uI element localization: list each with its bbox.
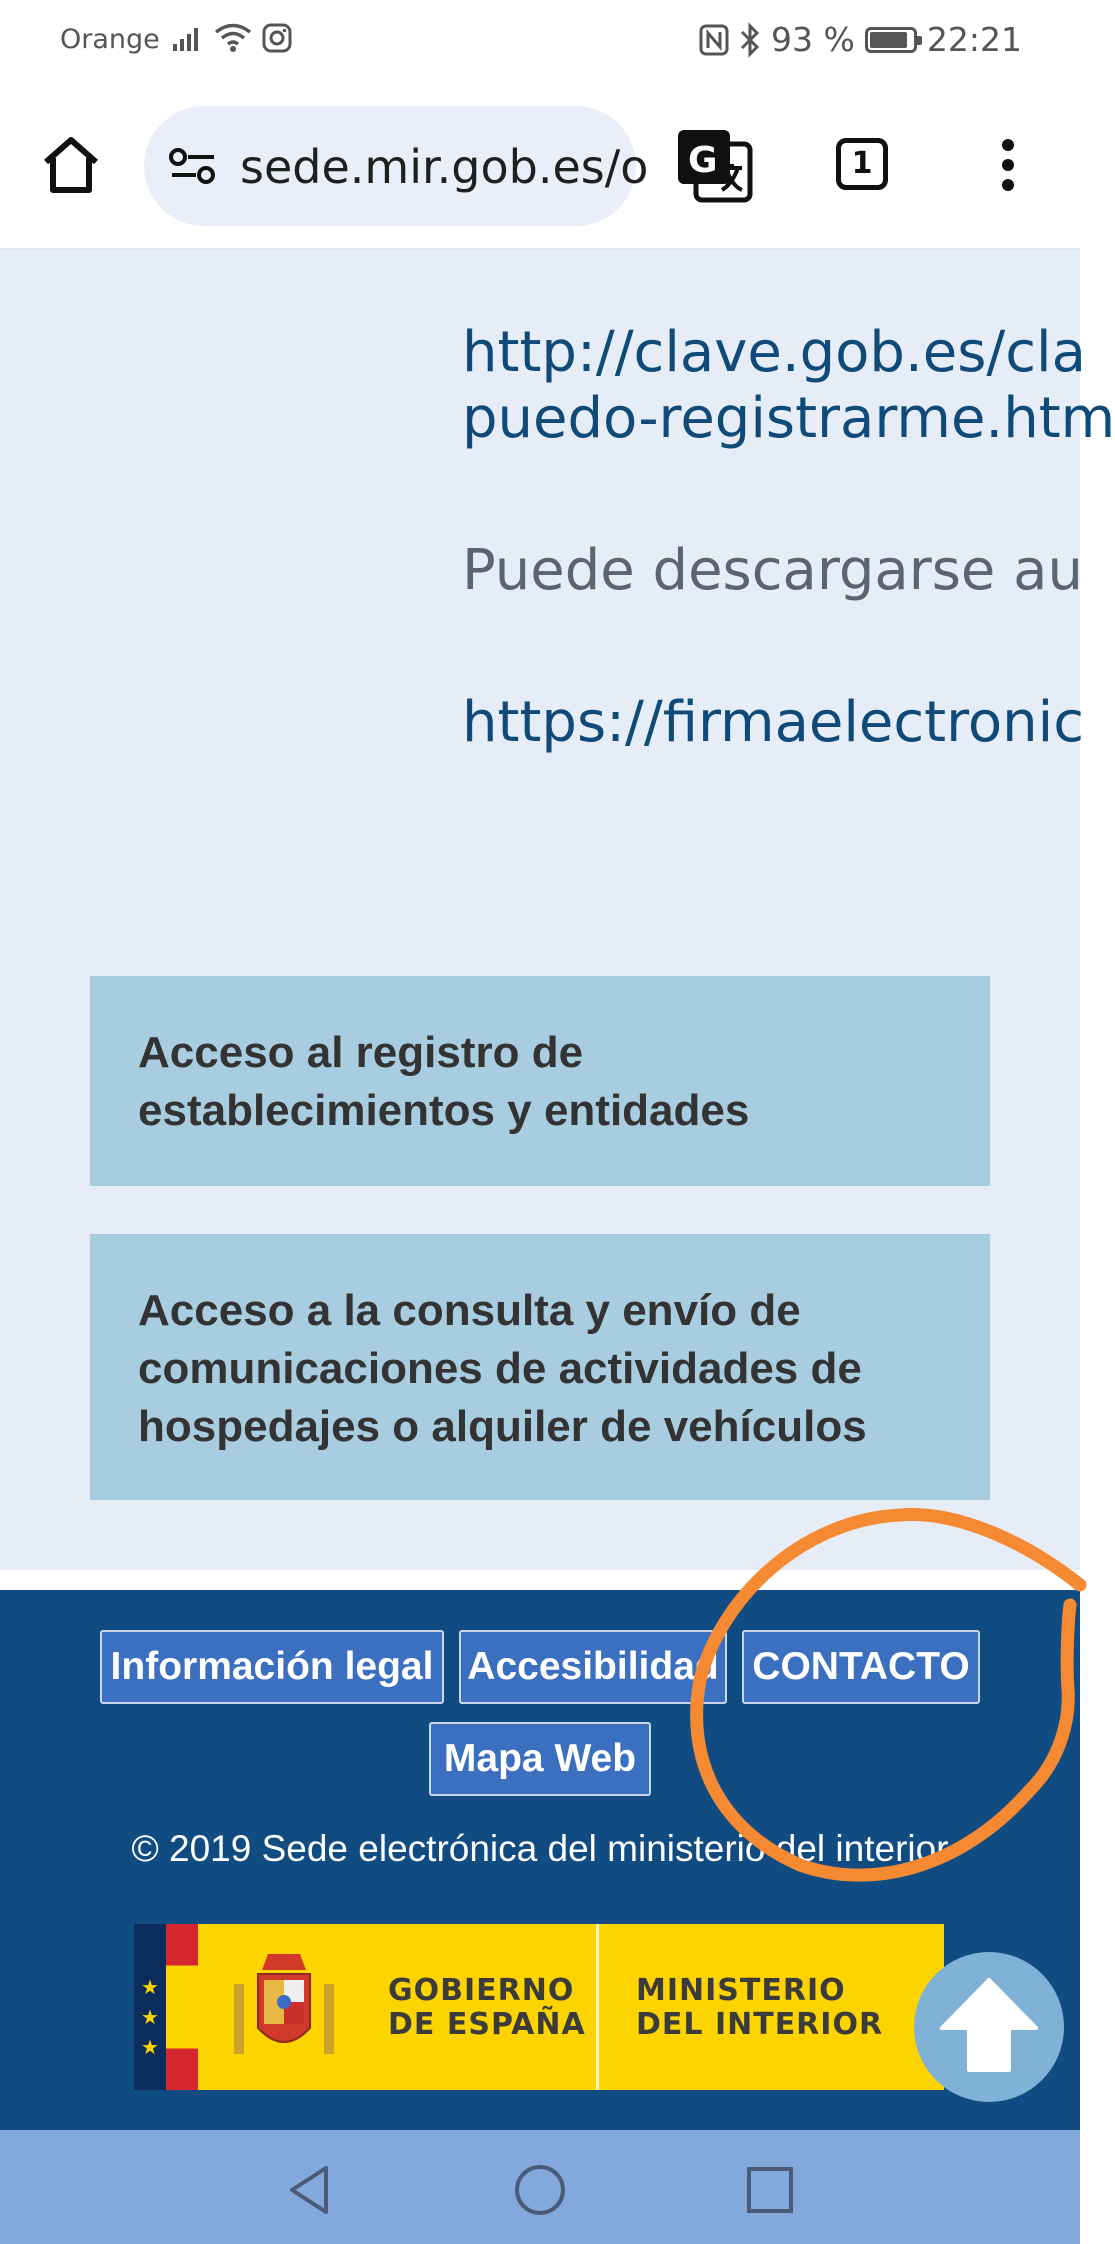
battery-percent: 93 %	[771, 20, 855, 59]
download-paragraph: Puede descargarse au	[462, 538, 1083, 603]
eu-strip	[134, 1924, 166, 2090]
page-content	[0, 250, 1115, 1570]
wifi-icon	[214, 22, 252, 54]
clave-link-line2[interactable]: puedo-registrarme.htm	[462, 386, 1115, 451]
browser-toolbar	[0, 82, 1080, 250]
gobierno-text: GOBIERNO DE ESPAÑA	[388, 1973, 586, 2042]
url-text[interactable]: sede.mir.gob.es/o	[240, 140, 649, 194]
legal-info-button[interactable]: Información legal	[100, 1630, 444, 1704]
signal-icon	[172, 24, 204, 52]
coat-of-arms-icon	[228, 1944, 340, 2070]
info-text-column	[462, 320, 1115, 756]
ministerio-text: MINISTERIO DEL INTERIOR	[636, 1973, 884, 2042]
more-icon[interactable]	[996, 138, 1020, 192]
card-title-line: establecimientos y entidades	[138, 1086, 750, 1135]
registro-access-card[interactable]	[90, 976, 990, 1186]
accessibility-button[interactable]: Accesibilidad	[459, 1630, 727, 1704]
recents-icon[interactable]	[740, 2160, 800, 2220]
battery-level-fill	[870, 32, 907, 48]
carrier-name: Orange	[60, 24, 160, 55]
copyright-text: © 2019 Sede electrónica del ministerio del interior	[131, 1828, 949, 1869]
scroll-to-top-button[interactable]	[914, 1952, 1064, 2102]
card-title-line: comunicaciones de actividades de	[138, 1344, 862, 1393]
instagram-icon	[262, 23, 292, 53]
back-icon[interactable]	[280, 2160, 340, 2220]
nfc-icon	[699, 24, 729, 56]
home-icon[interactable]	[38, 132, 104, 198]
status-bar	[0, 0, 1080, 82]
translate-icon[interactable]	[676, 128, 754, 204]
home-nav-icon[interactable]	[510, 2160, 570, 2220]
contact-button[interactable]: CONTACTO	[742, 1630, 980, 1704]
eu-stars-icon	[134, 1924, 166, 2090]
svg-text:★: ★	[141, 1977, 159, 1999]
battery-icon	[865, 27, 917, 53]
tab-switcher-button[interactable]: 1	[836, 138, 888, 190]
divider	[0, 1570, 1080, 1590]
card-title-line: hospedajes o alquiler de vehículos	[138, 1402, 867, 1451]
banner-divider	[596, 1924, 599, 2090]
site-settings-icon[interactable]	[168, 146, 218, 186]
hospedajes-access-card[interactable]	[90, 1234, 990, 1500]
spain-flag-strip	[166, 1924, 198, 2090]
clave-link-line1[interactable]: http://clave.gob.es/cla	[462, 320, 1086, 385]
sitemap-button[interactable]: Mapa Web	[429, 1722, 651, 1796]
svg-text:G: G	[688, 140, 718, 181]
card-title-line: Acceso al registro de	[138, 1028, 584, 1077]
system-nav-bar	[0, 2130, 1080, 2244]
address-bar[interactable]	[144, 106, 649, 226]
clock: 22:21	[926, 20, 1022, 59]
card-title-line: Acceso a la consulta y envío de	[138, 1286, 801, 1335]
arrow-up-icon	[914, 1952, 1064, 2102]
gobierno-banner[interactable]	[134, 1924, 944, 2090]
svg-text:★: ★	[141, 2037, 159, 2059]
firma-link[interactable]: https://firmaelectronic	[462, 690, 1085, 755]
svg-text:★: ★	[141, 2007, 159, 2029]
bluetooth-icon	[739, 23, 761, 57]
